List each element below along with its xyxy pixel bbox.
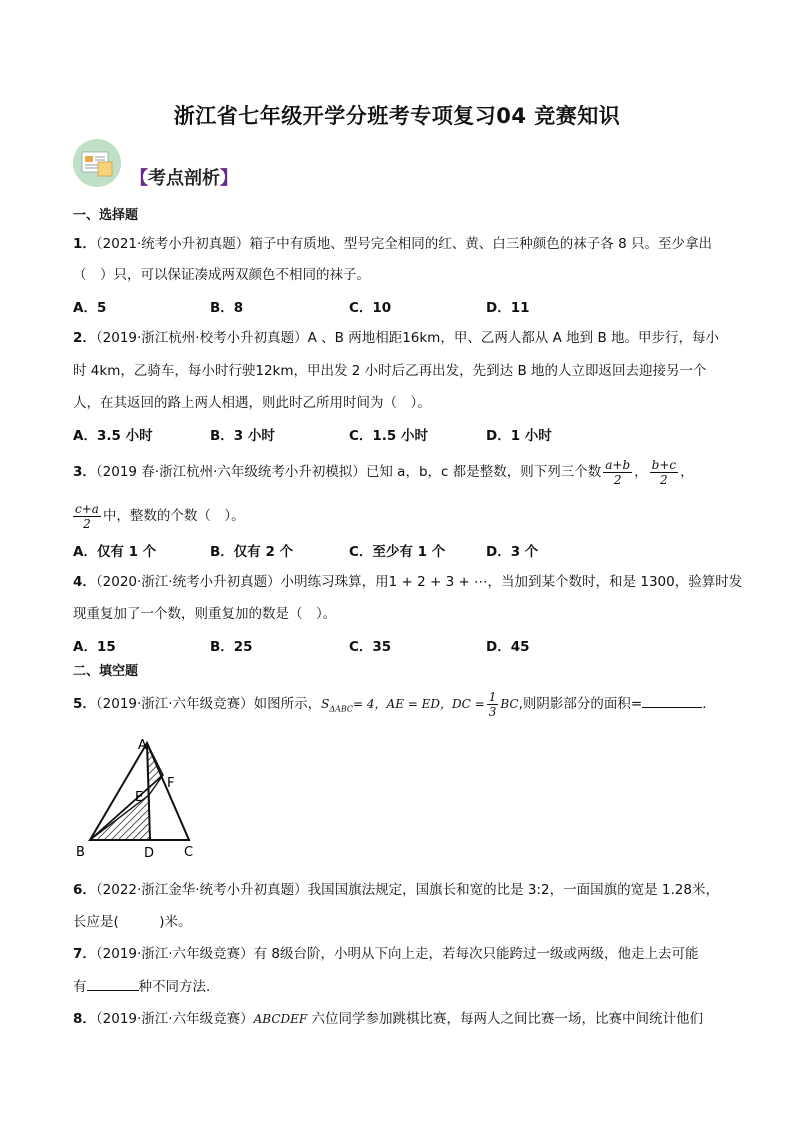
question-8-number: 8． xyxy=(73,1011,96,1027)
label-d: D xyxy=(144,846,155,860)
question-8-letters: ABCDEF xyxy=(253,1012,308,1026)
question-2-line-2: 时 4km，乙骑车，每小时行驶12km，甲出发 2 小时后乙再出发，先到达 B 地的人立即返回去迎接另一个 xyxy=(73,363,707,379)
fraction-numerator: 1 xyxy=(488,689,497,704)
fraction-denominator: 3 xyxy=(488,704,497,719)
question-7-text-1: 有 8级台阶，小明从下向上走，若每次只能跨过一级或两级，他走上去可能 xyxy=(253,946,699,962)
question-1-option-a: A．5 xyxy=(73,300,107,316)
question-7-text-2a: 有 xyxy=(73,979,87,995)
question-6-source: （2022·浙江金华·统考小升初真题） xyxy=(95,882,308,898)
question-4-option-b: B．25 xyxy=(210,639,253,655)
question-2-option-d: D．1 小时 xyxy=(486,428,552,444)
label-a: A xyxy=(138,738,147,753)
question-4-number: 4． xyxy=(73,574,96,590)
question-7-source: （2019·浙江·六年级竞赛） xyxy=(95,946,254,962)
question-6-text-1: 我国国旗法规定，国旗长和宽的比是 3:2，一面国旗的宽是 1.28米， xyxy=(307,882,719,898)
section-header-text: 考点剖析 xyxy=(148,168,220,189)
question-1-line-1 xyxy=(73,234,712,254)
fraction-a-plus-b xyxy=(603,458,632,487)
fraction-b-plus-c xyxy=(650,458,678,487)
question-1-text-1: 箱子中有质地、型号完全相同的红、黄、白三种颜色的袜子各 8 只。至少拿出 xyxy=(249,236,712,252)
question-5-source: （2019·浙江·六年级竞赛） xyxy=(95,696,254,712)
question-8-source: （2019·浙江·六年级竞赛） xyxy=(95,1011,254,1027)
section-choice-title: 一、选择题 xyxy=(73,208,139,223)
question-4-line-1 xyxy=(73,572,742,592)
question-4-line-2: 现重复加了一个数，则重复加的数是（ ）。 xyxy=(73,606,337,622)
question-5-expression: = 4，AE = ED，DC = xyxy=(353,697,485,711)
question-4-option-d: D．45 xyxy=(486,639,530,655)
question-3-option-d: D．3 个 xyxy=(486,544,539,560)
fraction-denominator: 2 xyxy=(83,516,91,531)
fraction-denominator: 2 xyxy=(613,472,622,487)
label-f: F xyxy=(167,776,175,791)
question-2-option-a: A．3.5 小时 xyxy=(73,428,153,444)
section-header xyxy=(130,164,238,190)
question-2-number: 2． xyxy=(73,330,96,346)
question-3-option-b: B．仅有 2 个 xyxy=(210,544,294,560)
question-7-text-2b: 种不同方法． xyxy=(138,979,220,995)
question-1-option-d: D．11 xyxy=(486,300,530,316)
question-3-option-c: C．至少有 1 个 xyxy=(349,544,446,560)
bracket-open: 【 xyxy=(130,168,148,189)
fraction-denominator: 2 xyxy=(660,472,668,487)
question-1-option-b: B．8 xyxy=(210,300,244,316)
question-3-number: 3． xyxy=(73,464,96,480)
question-7-line-1 xyxy=(73,944,699,964)
question-5-line-1 xyxy=(73,688,716,726)
question-7-line-2 xyxy=(73,976,220,997)
question-2-source: （2019·浙江杭州·校考小升初真题） xyxy=(95,330,308,346)
document-badge-icon xyxy=(72,138,122,188)
question-2-line-1 xyxy=(73,328,719,348)
fraction-numerator: a+b xyxy=(605,457,631,472)
question-5-number: 5． xyxy=(73,696,96,712)
area-subscript: ΔABC xyxy=(329,704,354,714)
question-5-text-2: ,则阴影部分的面积= xyxy=(518,696,643,712)
question-1-number: 1． xyxy=(73,236,96,252)
question-1-option-c: C．10 xyxy=(349,300,392,316)
label-b: B xyxy=(76,845,85,860)
question-3-source: （2019 春·浙江杭州·六年级统考小升初模拟） xyxy=(95,464,366,480)
question-4-text-1: 小明练习珠算，用1 + 2 + 3 + ⋯，当加到某个数时，和是 1300，验算时发 xyxy=(280,574,743,590)
question-3-text-2: 中，整数的个数（ ）。 xyxy=(102,508,245,524)
question-5-text-end: ． xyxy=(702,696,716,712)
answer-blank[interactable] xyxy=(642,693,702,708)
fraction-c-plus-a xyxy=(73,502,101,531)
separator: ， xyxy=(634,464,648,480)
question-3-line-1 xyxy=(73,456,694,488)
question-1-source: （2021·统考小升初真题） xyxy=(95,236,250,252)
question-1-line-2: （ ）只，可以保证凑成两双颜色不相同的袜子。 xyxy=(73,267,370,283)
question-6-number: 6． xyxy=(73,882,96,898)
question-3-option-a: A．仅有 1 个 xyxy=(73,544,157,560)
question-7-number: 7． xyxy=(73,946,96,962)
label-e: E xyxy=(135,790,144,805)
question-2-line-3: 人，在其返回的路上两人相遇，则此时乙所用时间为（ ）。 xyxy=(73,395,431,411)
question-2-option-b: B．3 小时 xyxy=(210,428,275,444)
section-fill-title: 二、填空题 xyxy=(73,664,139,679)
question-8-text-1: 六位同学参加跳棋比赛，每两人之间比赛一场，比赛中间统计他们 xyxy=(307,1011,704,1027)
triangle-figure xyxy=(74,735,204,860)
separator: ， xyxy=(680,464,694,480)
question-2-option-c: C．1.5 小时 xyxy=(349,428,429,444)
page-title: 浙江省七年级开学分班考专项复习04 竞赛知识 xyxy=(173,104,621,128)
area-symbol: S xyxy=(321,697,330,711)
question-6-line-2: 长应是( )米。 xyxy=(73,914,192,930)
answer-blank[interactable] xyxy=(87,976,139,991)
question-4-option-a: A．15 xyxy=(73,639,116,655)
question-4-source: （2020·浙江·统考小升初真题） xyxy=(95,574,281,590)
question-6-line-1 xyxy=(73,880,719,900)
question-3-line-2 xyxy=(73,500,245,532)
question-8-line-1 xyxy=(73,1009,703,1029)
question-5-bc: BC xyxy=(500,697,519,711)
question-3-text-1: 已知 a，b，c 都是整数，则下列三个数 xyxy=(365,464,602,480)
fraction-numerator: c+a xyxy=(75,501,99,516)
question-2-text-1: A 、B 两地相距16km，甲、乙两人都从 A 地到 B 地。甲步行，每小 xyxy=(307,330,719,346)
label-c: C xyxy=(184,845,194,860)
question-5-text-1: 如图所示， xyxy=(253,696,322,712)
bracket-close: 】 xyxy=(220,168,238,189)
fraction-one-third xyxy=(487,690,499,719)
fraction-numerator: b+c xyxy=(651,457,677,472)
question-4-option-c: C．35 xyxy=(349,639,392,655)
